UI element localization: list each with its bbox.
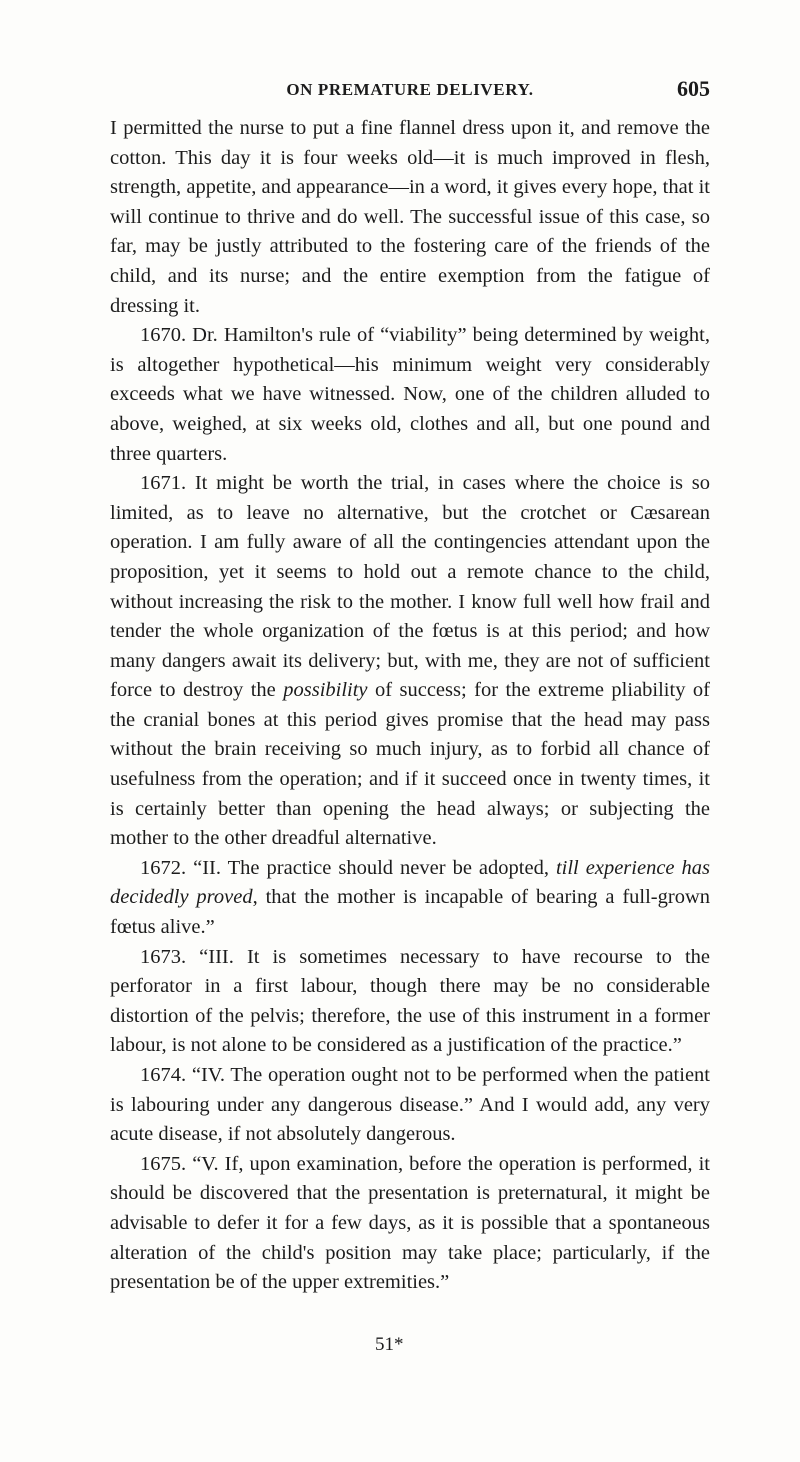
printer-signature: 51* xyxy=(375,1334,404,1355)
paragraph-1675 xyxy=(110,1150,710,1298)
text-segment: 1674. “IV. The operation ought not to be performed when the patient is labouring under any dangerous disease.” And I would add, any very acute disease, if not absolutely dangerous. xyxy=(110,1064,710,1146)
text-segment: 1675. “V. If, upon examination, before the operation is performed, it should be discovered that the presentation is preternatural, it might be advisable to defer it for a few days, as it is possible that a spontaneous alteration of the child's position may take place; particularly, if the presentation be of the upper extremities.” xyxy=(110,1152,710,1294)
paragraph-1671 xyxy=(110,469,710,854)
italic-segment: till experience has decidedly proved xyxy=(110,856,711,909)
paragraph-1670 xyxy=(110,321,710,469)
italic-segment: possibility xyxy=(283,679,368,702)
running-title: ON PREMATURE DELIVERY. xyxy=(286,80,534,99)
text-segment: 1670. Dr. Hamilton's rule of “viability” being determined by weight, is altogether hypothetical—his minimum weight very considerably exceeds what we have witnessed. Now, one of the children alluded to above, weighed, at six weeks old, clothes and all, but one pound and three quarters. xyxy=(110,324,710,465)
running-head xyxy=(110,76,710,106)
text-segment: I permitted the nurse to put a fine flannel dress upon it, and remove the cotton. This day it is four weeks old—it is much improved in flesh, strength, appetite, and appearance—in a word, it gives every hope, that it will continue to thrive and do well. The successful issue of this case, so far, may be justly attributed to the fostering care of the friends of the child, and its nurse; and the entire exemption from the fatigue of dressing it. xyxy=(110,117,710,317)
page-number: 605 xyxy=(677,76,710,101)
text-segment: , that the mother is incapable of bearing a full-grown fœtus alive.” xyxy=(110,886,711,939)
body-text xyxy=(110,114,710,1298)
paragraph-1674 xyxy=(110,1061,710,1150)
paragraph-1672 xyxy=(110,854,710,943)
paragraph-continuation xyxy=(110,114,710,321)
text-segment: of success; for the extreme pliability of the cranial bones at this period gives promise that the head may pass without the brain receiving so much injury, as to forbid all chance of usefulness from the operation; and if it succeed once in twenty times, it is certainly better than opening the head always; or subjecting the mother to the other dreadful alternative. xyxy=(110,679,710,850)
text-segment: 1672. “II. The practice should never be adopted, xyxy=(140,856,556,879)
text-segment: 1673. “III. It is sometimes necessary to have recourse to the perforator in a first labour, though there may be no considerable distortion of the pelvis; therefore, the use of this instrument in a former labour, is not alone to be considered as a justification of the practice.” xyxy=(110,945,710,1057)
text-segment: 1671. It might be worth the trial, in cases where the choice is so limited, as to leave no alternative, but the crotchet or Cæsarean operation. I am fully aware of all the contingencies attendant upon the proposition, yet it seems to hold out a remote chance to the child, without increasing the risk to the mother. I know full well how frail and tender the whole organization of the fœtus is at this period; and how many dangers await its delivery; but, with me, they are not of sufficient force to destroy the xyxy=(110,472,710,702)
paragraph-1673 xyxy=(110,943,710,1061)
